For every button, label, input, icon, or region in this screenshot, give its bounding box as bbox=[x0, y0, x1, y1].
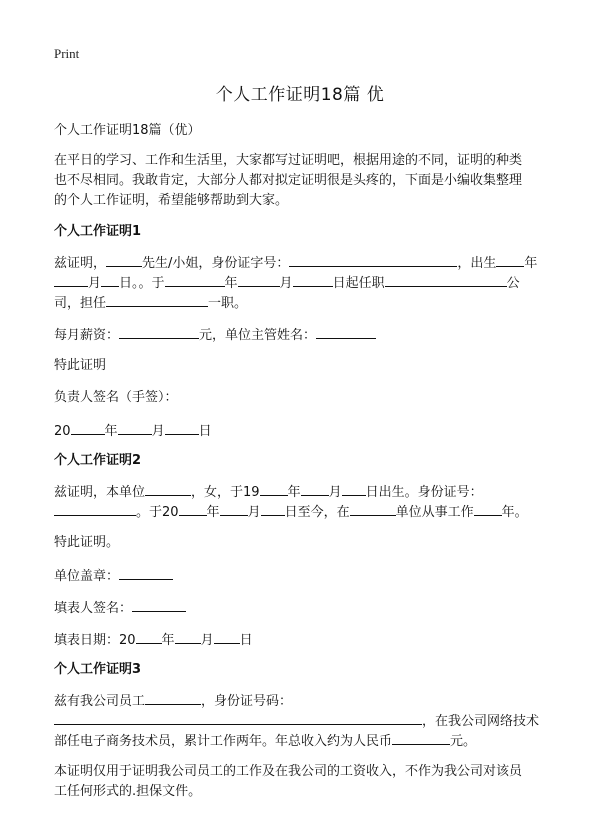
section-1-paragraph: 兹证明， 先生/小姐，身份证字号： ，出生 年 月 日。。于 年 月 日起任职 公 司，担任 一职。 bbox=[54, 252, 554, 312]
signer-line: 负责人签名（手签）： bbox=[54, 390, 178, 405]
section-3-paragraph: 兹有我公司员工 ，身份证号码： ，在我公司网络技术 部任电子商务技术员，累计工作两年。年总收入约为人民币 元。 bbox=[54, 690, 554, 750]
section-heading-1: 个人工作证明1 bbox=[54, 224, 142, 239]
document-body bbox=[54, 121, 554, 802]
document-title: 个人工作证明18篇 优 bbox=[215, 85, 385, 105]
document-subtitle: 个人工作证明18篇（优） bbox=[54, 123, 201, 138]
name-blank bbox=[106, 252, 142, 267]
section-heading-2: 个人工作证明2 bbox=[54, 453, 142, 468]
date-line-1: 20 年 月 日 bbox=[54, 420, 554, 440]
section-2-paragraph: 兹证明，本单位 ，女，于19 年 月 日出生。身份证号： 。于20 年 月 日至今，在 单位从事工作 年。 bbox=[54, 481, 554, 521]
certify-line-1: 特此证明 bbox=[54, 358, 107, 373]
position-blank bbox=[106, 292, 208, 307]
section-3-note: 本证明仅用于证明我公司员工的工作及在我公司的工资收入，不作为我公司对该员 工任何形式的.担保文件。 bbox=[54, 764, 523, 799]
filler-line: 填表人签名： bbox=[54, 597, 554, 617]
fill-date-line: 填表日期：20 年 月 日 bbox=[54, 629, 554, 649]
certify-line-2: 特此证明。 bbox=[54, 535, 120, 550]
id-blank bbox=[289, 252, 457, 267]
section-heading-3: 个人工作证明3 bbox=[54, 662, 142, 677]
intro-paragraph: 在平日的学习、工作和生活里，大家都写过证明吧，根据用途的不同，证明的种类 也不尽相同。我敢肯定，大部分人都对拟定证明很是头疼的，下面是小编收集整理 的个人工作证明，希望能够帮助到大家。 bbox=[54, 153, 523, 208]
seal-line: 单位盖章： bbox=[54, 565, 554, 585]
salary-line: 每月薪资： 元，单位主管姓名： bbox=[54, 324, 554, 344]
print-link[interactable]: Print bbox=[54, 46, 80, 61]
